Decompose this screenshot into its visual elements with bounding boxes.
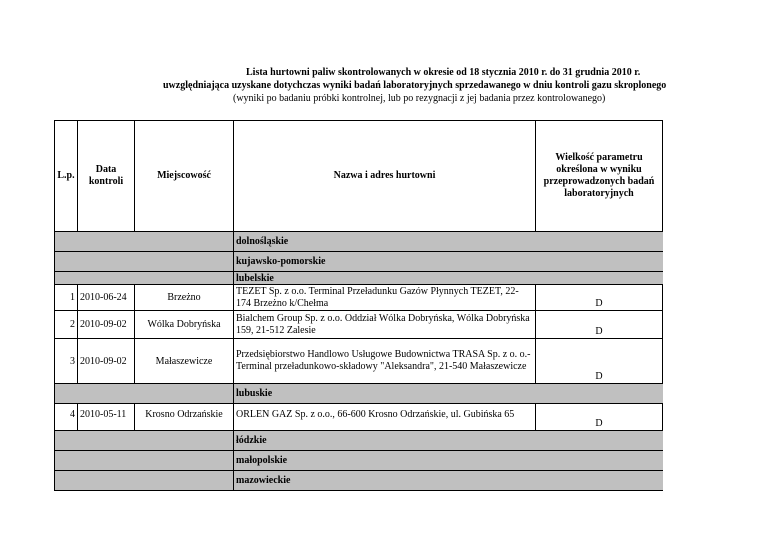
row-lp: 4	[55, 404, 78, 431]
region-row-lubelskie	[55, 272, 663, 285]
header-param: Wielkość parametru określona w wyniku przeprowadzonych badań laboratoryjnych	[536, 121, 663, 232]
table-row	[55, 285, 663, 311]
row-name: ORLEN GAZ Sp. z o.o., 66-600 Krosno Odrzańskie, ul. Gubińska 65	[234, 404, 536, 431]
wholesalers-table	[54, 120, 663, 491]
table-row	[55, 311, 663, 339]
row-date: 2010-06-24	[78, 285, 135, 311]
row-place: Brzeżno	[135, 285, 234, 311]
row-lp: 2	[55, 311, 78, 339]
row-date: 2010-05-11	[78, 404, 135, 431]
table-row	[55, 404, 663, 431]
header-place: Miejscowość	[135, 121, 234, 232]
row-lp: 1	[55, 285, 78, 311]
region-row-dolnoslaskie	[55, 232, 663, 252]
row-date: 2010-09-02	[78, 311, 135, 339]
title-line-1: Lista hurtowni paliw skontrolowanych w okresie od 18 stycznia 2010 r. do 31 grudnia 2010 r.	[246, 67, 641, 78]
header-name: Nazwa i adres hurtowni	[234, 121, 536, 232]
title-line-2: uwzględniająca uzyskane dotychczas wyniki badań laboratoryjnych sprzedawanego w dniu kontroli gazu skroplonego	[163, 80, 667, 91]
table-row	[55, 339, 663, 384]
region-label: łódzkie	[234, 431, 663, 451]
region-row-lubuskie	[55, 384, 663, 404]
row-place: Wólka Dobryńska	[135, 311, 234, 339]
title-line-3: (wyniki po badaniu próbki kontrolnej, lub po rezygnacji z jej badania przez kontrolowanego)	[233, 93, 606, 104]
row-value: D	[536, 311, 663, 339]
region-label: lubelskie	[234, 272, 663, 285]
region-row-lodzkie	[55, 431, 663, 451]
header-row	[55, 121, 663, 232]
region-row-mazowieckie	[55, 471, 663, 491]
region-label: lubuskie	[234, 384, 663, 404]
row-lp: 3	[55, 339, 78, 384]
region-row-malopolskie	[55, 451, 663, 471]
row-date: 2010-09-02	[78, 339, 135, 384]
header-date: Data kontroli	[78, 121, 135, 232]
header-lp: L.p.	[55, 121, 78, 232]
region-label: dolnośląskie	[234, 232, 663, 252]
region-label: małopolskie	[234, 451, 663, 471]
row-place: Małaszewicze	[135, 339, 234, 384]
row-name: Przedsiębiorstwo Handlowo Usługowe Budownictwa TRASA Sp. z o. o.- Terminal przeładunkowo-składowy "Aleksandra", 21-540 Małaszewicze	[234, 339, 536, 384]
row-value: D	[536, 404, 663, 431]
region-label: kujawsko-pomorskie	[234, 252, 663, 272]
region-label: mazowieckie	[234, 471, 663, 491]
row-value: D	[536, 285, 663, 311]
row-name: Bialchem Group Sp. z o.o. Oddział Wólka Dobryńska, Wólka Dobryńska 159, 21-512 Zalesie	[234, 311, 536, 339]
row-value: D	[536, 339, 663, 384]
row-place: Krosno Odrzańskie	[135, 404, 234, 431]
region-row-kujawsko	[55, 252, 663, 272]
row-name: TEZET Sp. z o.o. Terminal Przeładunku Gazów Płynnych TEZET, 22-174 Brzeżno k/Chełma	[234, 285, 536, 311]
